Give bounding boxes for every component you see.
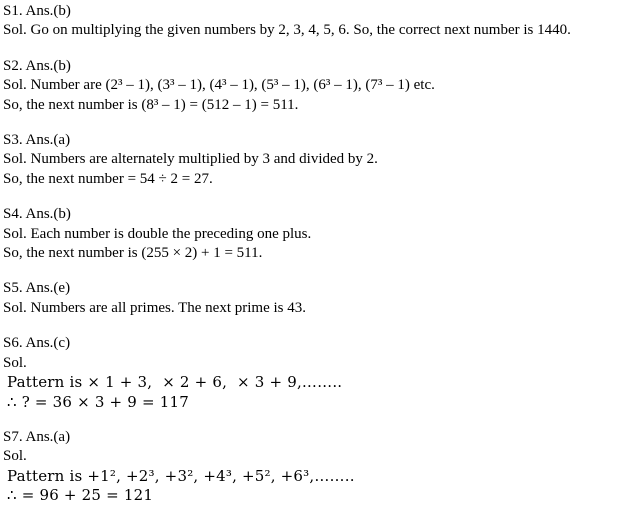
- answer-line: S7. Ans.(a): [3, 428, 71, 445]
- solution-section-s1: [3, 2, 637, 41]
- solution-section-s7: [3, 428, 637, 506]
- conclusion-line: ∴ = 96 + 25 = 121: [7, 486, 154, 505]
- solution-line: Sol. Number are (2³ – 1), (3³ – 1), (4³ – 1), (5³ – 1), (6³ – 1), (7³ – 1) etc.: [3, 77, 435, 94]
- answer-line: S6. Ans.(c): [3, 335, 71, 352]
- pattern-line: Pattern is +1², +2³, +3², +4³, +5², +6³,……..: [7, 466, 355, 485]
- answer-line: S3. Ans.(a): [3, 132, 71, 149]
- solution-section-s6: [3, 334, 637, 412]
- solution-line: Sol. Each number is double the preceding one plus.: [3, 225, 312, 242]
- solution-line: Sol. Numbers are alternately multiplied by 3 and divided by 2.: [3, 151, 378, 168]
- solution-section-s3: [3, 131, 637, 189]
- solution-line: Sol. Numbers are all primes. The next prime is 43.: [3, 299, 306, 316]
- pattern-line: Pattern is × 1 + 3, × 2 + 6, × 3 + 9,……..: [7, 373, 343, 392]
- solution-section-s5: [3, 279, 637, 318]
- sol-label-line: Sol.: [3, 448, 27, 465]
- answer-line: S1. Ans.(b): [3, 3, 71, 19]
- sol-label-line: Sol.: [3, 354, 27, 371]
- answer-line: S5. Ans.(e): [3, 280, 71, 297]
- solution-line: So, the next number is (8³ – 1) = (512 – 1) = 511.: [3, 96, 299, 113]
- answer-line: S2. Ans.(b): [3, 57, 71, 74]
- solution-line: So, the next number = 54 ÷ 2 = 27.: [3, 170, 213, 187]
- answer-line: S4. Ans.(b): [3, 206, 71, 223]
- solution-section-s4: [3, 205, 637, 263]
- solution-line: Sol. Go on multiplying the given numbers by 2, 3, 4, 5, 6. So, the correct next number is 1440.: [3, 22, 571, 39]
- conclusion-line: ∴ ? = 36 × 3 + 9 = 117: [7, 392, 189, 411]
- solution-section-s2: [3, 57, 637, 115]
- solution-line: So, the next number is (255 × 2) + 1 = 511.: [3, 245, 263, 262]
